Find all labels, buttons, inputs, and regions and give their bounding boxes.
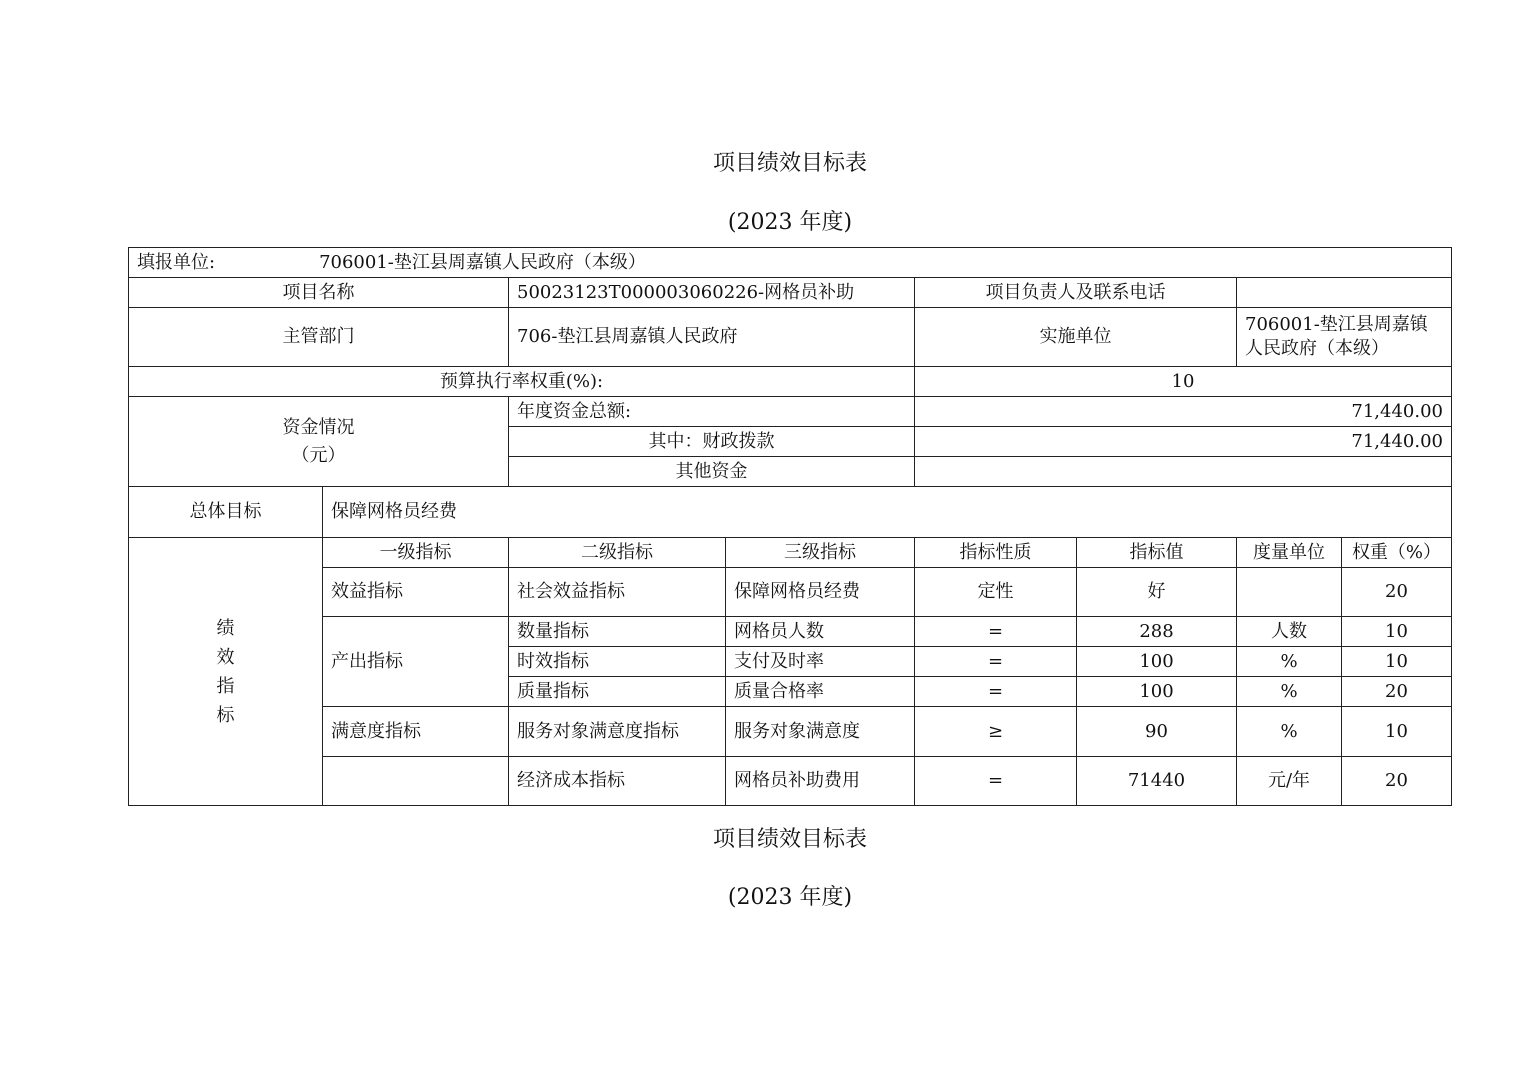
header-level3: 三级指标 bbox=[726, 538, 915, 568]
funds-label-line1: 资金情况 bbox=[282, 416, 355, 438]
indicator-unit: 人数 bbox=[1237, 617, 1342, 647]
annual-total-label: 年度资金总额: bbox=[509, 397, 915, 427]
indicator-level1: 产出指标 bbox=[323, 617, 509, 707]
indicator-weight: 20 bbox=[1342, 677, 1452, 707]
indicator-level2: 社会效益指标 bbox=[509, 568, 726, 617]
annual-total-row bbox=[129, 397, 1452, 427]
other-label: 其他资金 bbox=[509, 457, 915, 487]
indicator-weight: 20 bbox=[1342, 568, 1452, 617]
indicator-weight: 10 bbox=[1342, 617, 1452, 647]
fiscal-label: 其中：财政拨款 bbox=[509, 427, 915, 457]
funds-label-line2: （元） bbox=[291, 444, 346, 466]
indicator-row bbox=[129, 568, 1452, 617]
indicator-level3: 质量合格率 bbox=[726, 677, 915, 707]
indicator-level3: 网格员人数 bbox=[726, 617, 915, 647]
header-nature: 指标性质 bbox=[915, 538, 1077, 568]
indicators-label-char: 指 bbox=[216, 675, 235, 697]
indicator-nature: = bbox=[915, 677, 1077, 707]
indicator-level2: 服务对象满意度指标 bbox=[509, 707, 726, 757]
reporting-unit-cell bbox=[129, 248, 1452, 278]
page-title-repeat: 项目绩效目标表 bbox=[712, 827, 867, 852]
indicator-header-row bbox=[129, 538, 1452, 568]
dept-value: 706-垫江县周嘉镇人民政府 bbox=[509, 308, 915, 367]
header-weight: 权重（%） bbox=[1342, 538, 1452, 568]
page-title: 项目绩效目标表 bbox=[712, 151, 867, 176]
indicator-level3: 网格员补助费用 bbox=[726, 757, 915, 806]
indicator-level2: 时效指标 bbox=[509, 647, 726, 677]
indicator-level2: 质量指标 bbox=[509, 677, 726, 707]
overall-goal-value: 保障网格员经费 bbox=[323, 487, 1452, 538]
project-name-label: 项目名称 bbox=[129, 278, 509, 308]
indicator-unit: 元/年 bbox=[1237, 757, 1342, 806]
indicator-value: 288 bbox=[1077, 617, 1237, 647]
indicator-level1: 效益指标 bbox=[323, 568, 509, 617]
performance-target-table bbox=[128, 247, 1452, 806]
indicator-value: 100 bbox=[1077, 677, 1237, 707]
impl-label: 实施单位 bbox=[915, 308, 1237, 367]
indicator-level2: 经济成本指标 bbox=[509, 757, 726, 806]
indicator-row bbox=[129, 707, 1452, 757]
project-name-value: 50023123T000003060226-网格员补助 bbox=[509, 278, 915, 308]
indicator-unit: % bbox=[1237, 677, 1342, 707]
indicator-level1 bbox=[323, 757, 509, 806]
budget-rate-row bbox=[129, 367, 1452, 397]
funds-label bbox=[129, 397, 509, 487]
overall-goal-label: 总体目标 bbox=[129, 487, 323, 538]
indicator-nature: ≥ bbox=[915, 707, 1077, 757]
department-row bbox=[129, 308, 1452, 367]
reporting-unit-label: 填报单位: bbox=[137, 251, 216, 273]
indicator-nature: = bbox=[915, 617, 1077, 647]
indicator-level1: 满意度指标 bbox=[323, 707, 509, 757]
indicator-level3: 服务对象满意度 bbox=[726, 707, 915, 757]
indicator-value: 71440 bbox=[1077, 757, 1237, 806]
indicator-level3: 支付及时率 bbox=[726, 647, 915, 677]
indicators-label-char: 标 bbox=[216, 704, 235, 726]
indicator-unit: % bbox=[1237, 707, 1342, 757]
indicator-unit: % bbox=[1237, 647, 1342, 677]
indicator-unit bbox=[1237, 568, 1342, 617]
indicator-nature: 定性 bbox=[915, 568, 1077, 617]
budget-rate-label: 预算执行率权重(%): bbox=[129, 367, 915, 397]
indicator-weight: 20 bbox=[1342, 757, 1452, 806]
indicator-level3: 保障网格员经费 bbox=[726, 568, 915, 617]
indicator-weight: 10 bbox=[1342, 647, 1452, 677]
header-value: 指标值 bbox=[1077, 538, 1237, 568]
overall-goal-row bbox=[129, 487, 1452, 538]
contact-value bbox=[1237, 278, 1452, 308]
contact-label: 项目负责人及联系电话 bbox=[915, 278, 1237, 308]
header-level2: 二级指标 bbox=[509, 538, 726, 568]
indicator-level2: 数量指标 bbox=[509, 617, 726, 647]
reporting-unit-value: 706001-垫江县周嘉镇人民政府（本级） bbox=[319, 251, 646, 273]
other-value bbox=[915, 457, 1452, 487]
indicator-value: 好 bbox=[1077, 568, 1237, 617]
page-year: (2023 年度) bbox=[727, 210, 853, 235]
page-year-repeat: (2023 年度) bbox=[727, 885, 853, 910]
impl-value: 706001-垫江县周嘉镇人民政府（本级） bbox=[1237, 308, 1452, 367]
indicator-nature: = bbox=[915, 647, 1077, 677]
project-name-row bbox=[129, 278, 1452, 308]
fiscal-value: 71,440.00 bbox=[915, 427, 1452, 457]
indicator-row bbox=[129, 617, 1452, 647]
dept-label: 主管部门 bbox=[129, 308, 509, 367]
indicator-nature: = bbox=[915, 757, 1077, 806]
annual-total-value: 71,440.00 bbox=[915, 397, 1452, 427]
indicators-label-char: 效 bbox=[216, 646, 235, 668]
indicator-value: 90 bbox=[1077, 707, 1237, 757]
header-level1: 一级指标 bbox=[323, 538, 509, 568]
reporting-unit-row bbox=[129, 248, 1452, 278]
indicators-label-char: 绩 bbox=[216, 617, 235, 639]
indicator-row bbox=[129, 757, 1452, 806]
budget-rate-value: 10 bbox=[915, 367, 1452, 397]
indicator-weight: 10 bbox=[1342, 707, 1452, 757]
indicators-label bbox=[129, 538, 323, 806]
indicator-value: 100 bbox=[1077, 647, 1237, 677]
header-unit: 度量单位 bbox=[1237, 538, 1342, 568]
